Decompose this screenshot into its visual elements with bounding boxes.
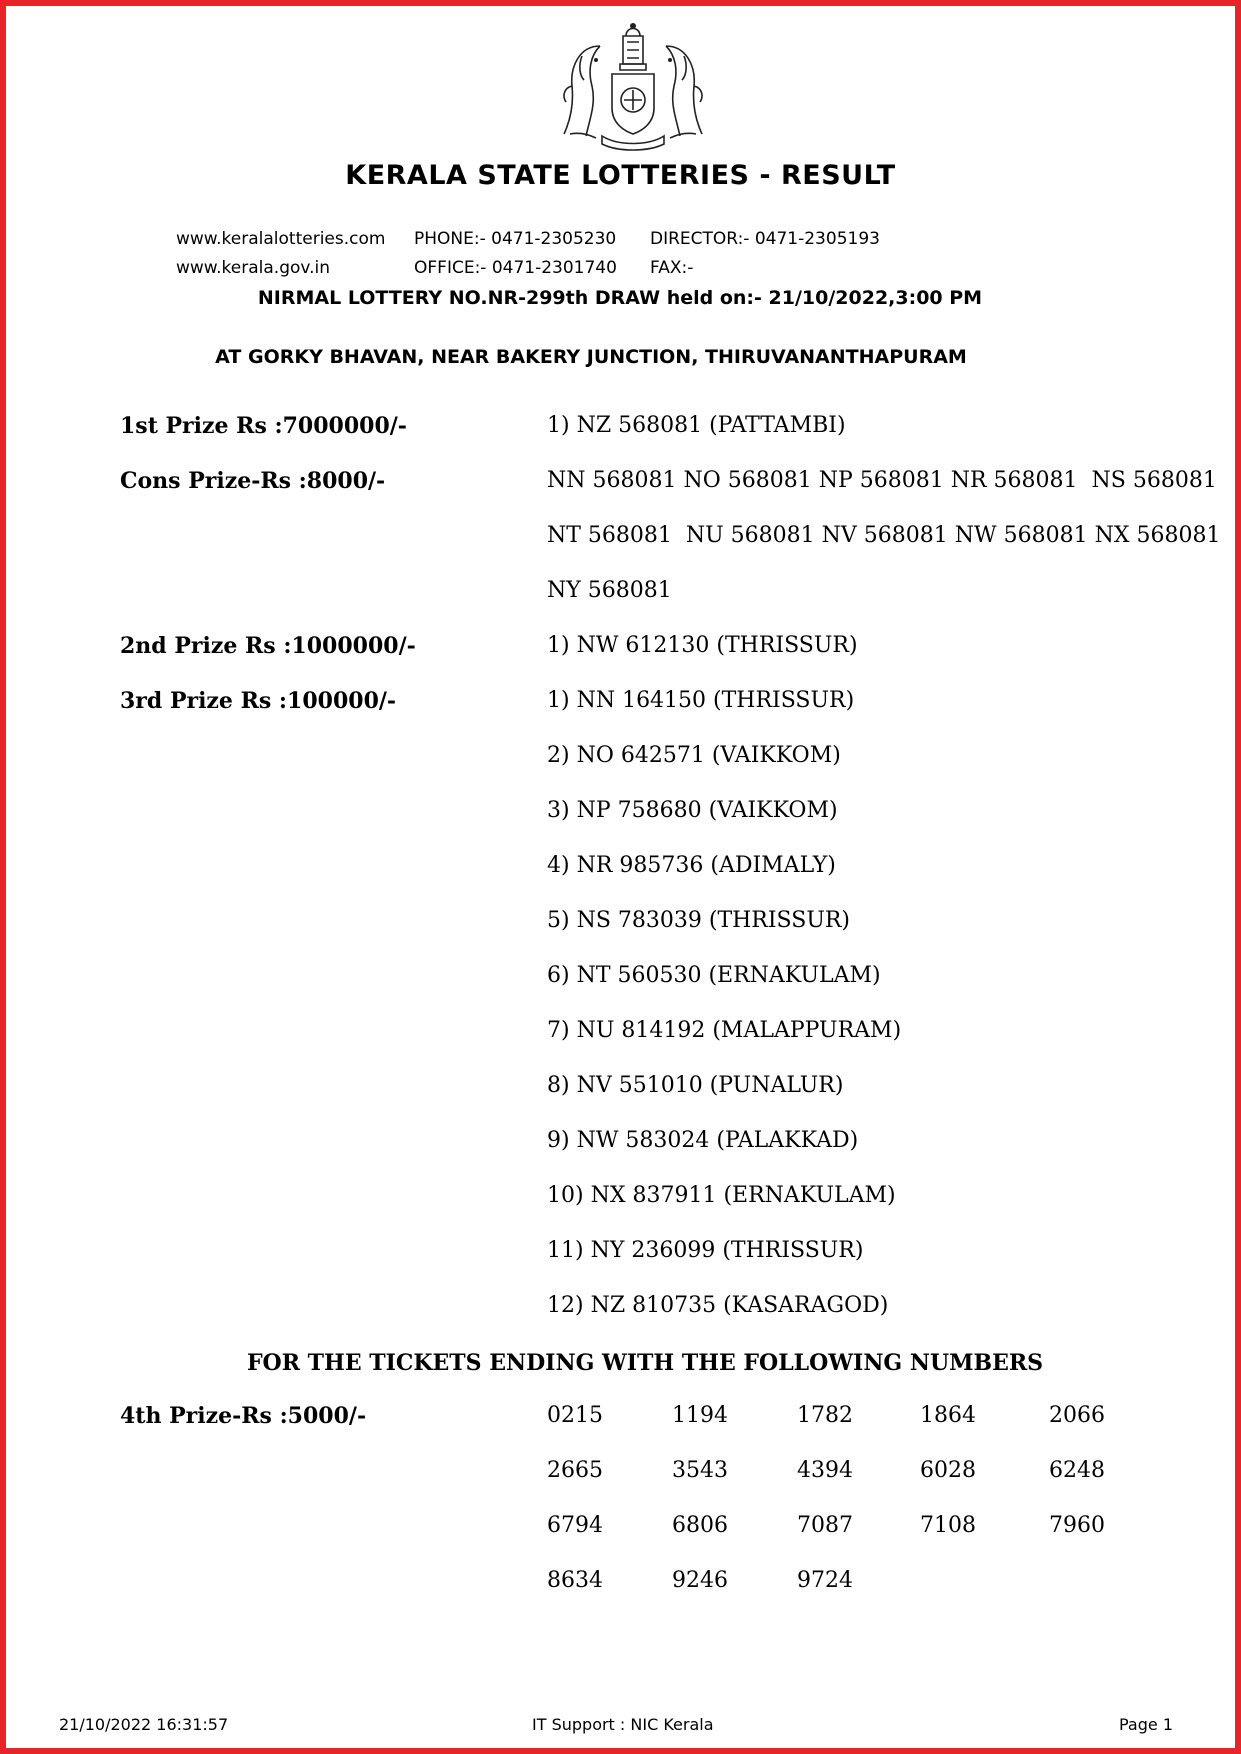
third-prize-winner: 1) NN 164150 (THRISSUR) xyxy=(547,688,855,713)
footer-page-number: Page 1 xyxy=(1119,1715,1173,1734)
fourth-prize-number: 2066 xyxy=(1049,1403,1105,1428)
fourth-prize-number: 9724 xyxy=(797,1568,853,1593)
cons-prize-line: NT 568081 NU 568081 NV 568081 NW 568081 NX 568081 xyxy=(547,523,1221,548)
website-link-lotteries[interactable]: www.keralalotteries.com xyxy=(176,229,386,249)
third-prize-label: 3rd Prize Rs :100000/- xyxy=(120,688,397,714)
office-number: OFFICE:- 0471-2301740 xyxy=(414,258,617,278)
second-prize-label: 2nd Prize Rs :1000000/- xyxy=(120,633,416,659)
cons-prize-label: Cons Prize-Rs :8000/- xyxy=(120,468,386,494)
fourth-prize-number: 0215 xyxy=(547,1403,603,1428)
third-prize-winner: 9) NW 583024 (PALAKKAD) xyxy=(547,1128,859,1153)
fax-number: FAX:- xyxy=(650,258,694,278)
page-title: KERALA STATE LOTTERIES - RESULT xyxy=(345,160,896,191)
fourth-prize-number: 4394 xyxy=(797,1458,853,1483)
fourth-prize-number: 1864 xyxy=(920,1403,976,1428)
fourth-prize-number: 8634 xyxy=(547,1568,603,1593)
fourth-prize-number: 7960 xyxy=(1049,1513,1105,1538)
director-number: DIRECTOR:- 0471-2305193 xyxy=(650,229,880,249)
website-link-gov[interactable]: www.kerala.gov.in xyxy=(176,258,331,278)
cons-prize-line: NY 568081 xyxy=(547,578,672,603)
fourth-prize-number: 7087 xyxy=(797,1513,853,1538)
third-prize-winner: 5) NS 783039 (THRISSUR) xyxy=(547,908,851,933)
third-prize-winner: 6) NT 560530 (ERNAKULAM) xyxy=(547,963,881,988)
ending-numbers-heading: FOR THE TICKETS ENDING WITH THE FOLLOWING NUMBERS xyxy=(246,1350,1044,1376)
cons-prize-line: NN 568081 NO 568081 NP 568081 NR 568081 NS 568081 xyxy=(547,468,1217,493)
first-prize-label: 1st Prize Rs :7000000/- xyxy=(120,413,407,439)
kerala-emblem-icon xyxy=(560,16,706,152)
footer-timestamp: 21/10/2022 16:31:57 xyxy=(59,1715,229,1734)
fourth-prize-number: 6028 xyxy=(920,1458,976,1483)
phone-number: PHONE:- 0471-2305230 xyxy=(414,229,617,249)
third-prize-winner: 2) NO 642571 (VAIKKOM) xyxy=(547,743,841,768)
third-prize-winner: 3) NP 758680 (VAIKKOM) xyxy=(547,798,838,823)
fourth-prize-number: 6248 xyxy=(1049,1458,1105,1483)
fourth-prize-number: 3543 xyxy=(672,1458,728,1483)
fourth-prize-number: 9246 xyxy=(672,1568,728,1593)
fourth-prize-number: 1194 xyxy=(672,1403,728,1428)
draw-details: NIRMAL LOTTERY NO.NR-299th DRAW held on:- 21/10/2022,3:00 PM xyxy=(257,287,983,309)
fourth-prize-number: 1782 xyxy=(797,1403,853,1428)
fourth-prize-number: 7108 xyxy=(920,1513,976,1538)
fourth-prize-number: 6806 xyxy=(672,1513,728,1538)
fourth-prize-number: 2665 xyxy=(547,1458,603,1483)
second-prize-winner: 1) NW 612130 (THRISSUR) xyxy=(547,633,858,658)
fourth-prize-number: 6794 xyxy=(547,1513,603,1538)
third-prize-winner: 10) NX 837911 (ERNAKULAM) xyxy=(547,1183,896,1208)
footer-support: IT Support : NIC Kerala xyxy=(532,1715,714,1734)
third-prize-winner: 7) NU 814192 (MALAPPURAM) xyxy=(547,1018,902,1043)
first-prize-winner: 1) NZ 568081 (PATTAMBI) xyxy=(547,413,846,438)
third-prize-winner: 8) NV 551010 (PUNALUR) xyxy=(547,1073,844,1098)
third-prize-winner: 11) NY 236099 (THRISSUR) xyxy=(547,1238,864,1263)
draw-venue: AT GORKY BHAVAN, NEAR BAKERY JUNCTION, THIRUVANANTHAPURAM xyxy=(215,346,967,368)
fourth-prize-label: 4th Prize-Rs :5000/- xyxy=(120,1403,367,1429)
third-prize-winner: 12) NZ 810735 (KASARAGOD) xyxy=(547,1293,889,1318)
third-prize-winner: 4) NR 985736 (ADIMALY) xyxy=(547,853,836,878)
